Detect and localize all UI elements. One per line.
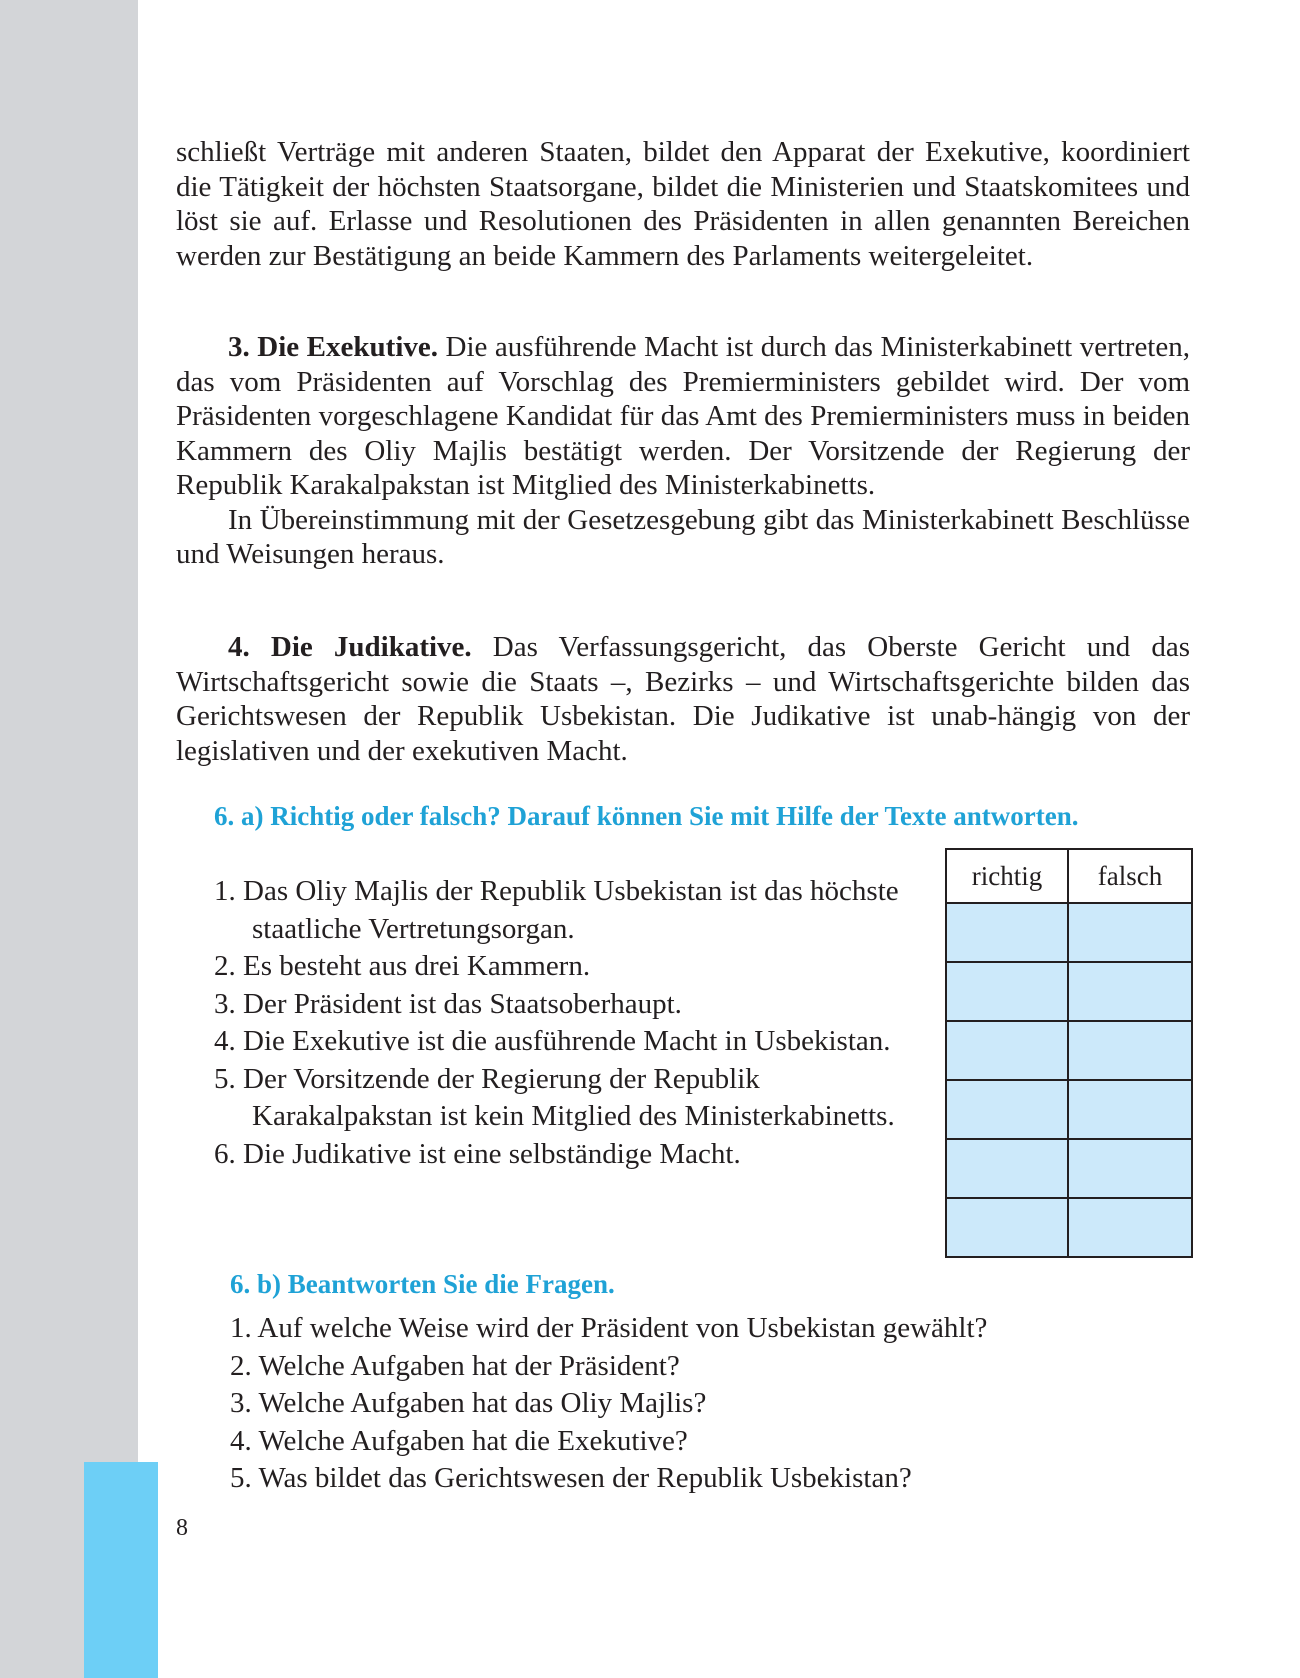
answer-row [946,1139,1192,1198]
answer-cell-falsch[interactable] [1068,1139,1192,1198]
side-tab [84,1462,158,1678]
paragraph-exekutive-body [176,330,1190,503]
paragraph-judikative-body [176,630,1190,768]
exercise-6a-title: 6. a) Richtig oder falsch? Darauf können Sie mit Hilfe der Texte antworten. [214,801,1079,831]
paragraph-judikative [176,630,1190,768]
statement-item: 5. Der Vorsitzende der Regierung der Republik Karakalpakstan ist kein Mitglied des Ministerkabinetts. [214,1062,895,1132]
answer-cell-falsch[interactable] [1068,1080,1192,1139]
paragraph-continuation [176,135,1190,273]
statement-item: 4. Die Exekutive ist die ausführende Macht in Usbekistan. [214,1025,891,1057]
statement-item: 2. Es besteht aus drei Kammern. [214,950,591,982]
paragraph-text: schließt Verträge mit anderen Staaten, bildet den Apparat der Exekutive, koordiniert die Tätigkeit der höchsten Staatsorgane, bildet die Ministerien und Staatskomitees und löst sie auf. Erlasse und Resolutionen des Präsidenten in allen genannten Bereichen werden zur Bestätigung an beide Kammern des Parlaments weitergeleitet. [176,136,1190,272]
answer-cell-falsch[interactable] [1068,1021,1192,1080]
answer-cell-richtig[interactable] [946,1139,1068,1198]
answer-row [946,1080,1192,1139]
answer-table [945,848,1193,1258]
column-header-falsch: falsch [1068,849,1192,903]
paragraph-ministerkabinett: In Übereinstimmung mit der Gesetzesgebung gibt das Ministerkabinett Beschlüsse und Weisungen heraus. [176,503,1190,570]
column-header-richtig: richtig [946,849,1068,903]
question-item: 2. Welche Aufgaben hat der Präsident? [230,1349,680,1382]
answer-cell-richtig[interactable] [946,1198,1068,1257]
statement-list [214,873,914,1173]
answer-cell-richtig[interactable] [946,1021,1068,1080]
answer-cell-falsch[interactable] [1068,1198,1192,1257]
section-heading-judikative: 4. Die Judikative. [228,631,472,663]
paragraph-exekutive [176,330,1190,572]
answer-cell-falsch[interactable] [1068,962,1192,1021]
answer-row [946,1021,1192,1080]
answer-cell-richtig[interactable] [946,903,1068,962]
statement-item: 6. Die Judikative ist eine selbständige Macht. [214,1137,741,1170]
answer-table-header [946,849,1192,903]
question-item: 1. Auf welche Weise wird der Präsident von Usbekistan gewählt? [230,1312,988,1344]
paragraph-exekutive-text: Die ausführende Macht ist durch das Ministerkabinett vertreten, das vom Präsidenten auf Vorschlag des Premierministers gebildet wird. Der vom Präsidenten vorgeschlagene Kandidat für das Amt des Premierministers muss in beiden Kammern des Oliy Majlis bestätigt werden. Der Vorsitzende der Regierung der Republik Karakalpakstan ist Mitglied des Ministerkabinetts. [176,331,1190,501]
section-heading-exekutive: 3. Die Exekutive. [228,331,438,363]
answer-cell-richtig[interactable] [946,1080,1068,1139]
page-number: 8 [176,1515,188,1541]
question-item: 5. Was bildet das Gerichtswesen der Republik Usbekistan? [230,1462,912,1494]
paragraph-judikative-text: Das Verfassungsgericht, das Oberste Gericht und das Wirtschaftsgericht sowie die Staats –, Bezirks – und Wirtschaftsgerichte bilden das Gerichtswesen der Republik Usbekistan. Die Judikative ist unab-hängig von der legislativen und der exekutiven Macht. [176,631,1190,767]
question-item: 4. Welche Aufgaben hat die Exekutive? [230,1424,688,1457]
answer-row [946,1198,1192,1257]
exercise-6b-title: 6. b) Beantworten Sie die Fragen. [230,1269,615,1299]
side-strip [0,0,138,1678]
statement-item: 3. Der Präsident ist das Staatsoberhaupt. [214,987,682,1020]
answer-cell-falsch[interactable] [1068,903,1192,962]
statement-item: 1. Das Oliy Majlis der Republik Usbekistan ist das höchste staatliche Vertretungsorgan. [214,875,899,945]
answer-row [946,903,1192,962]
question-list [230,1310,1190,1498]
question-item: 3. Welche Aufgaben hat das Oliy Majlis? [230,1387,707,1419]
answer-cell-richtig[interactable] [946,962,1068,1021]
answer-row [946,962,1192,1021]
